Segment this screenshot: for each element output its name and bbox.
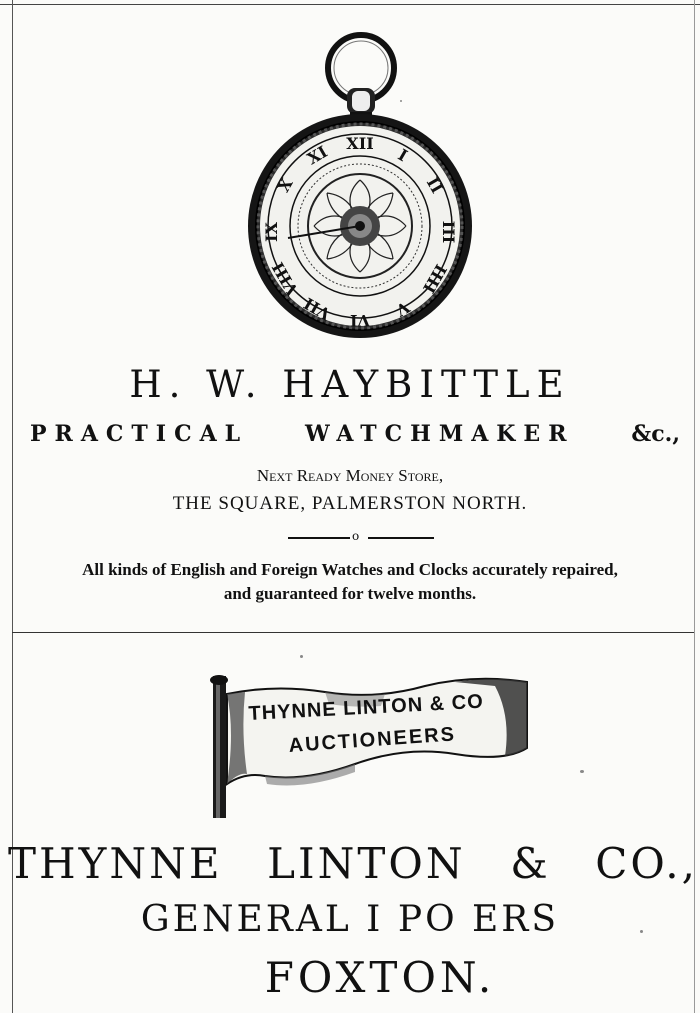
svg-text:X: X bbox=[273, 175, 297, 196]
flag-trade: AUCTIONEERS bbox=[288, 723, 457, 757]
description-line-1: All kinds of English and Foreign Watches and Clocks accurately repaired, bbox=[82, 560, 618, 579]
firm-name-part-1: THYNNE bbox=[8, 839, 223, 888]
advertiser-name: H. W. HAYBITTLE bbox=[129, 363, 571, 406]
svg-text:V: V bbox=[392, 297, 413, 321]
address-line-2: THE SQUARE, PALMERSTON NORTH. bbox=[172, 493, 528, 514]
rule-right-line bbox=[368, 537, 434, 539]
svg-text:VIII: VIII bbox=[268, 258, 303, 299]
print-speck bbox=[640, 930, 643, 933]
pocket-watch-icon bbox=[240, 28, 480, 348]
svg-text:XI: XI bbox=[303, 142, 331, 169]
firm-name-part-4: CO., bbox=[595, 839, 698, 888]
flag-firm-name: THYNNE LINTON & CO bbox=[248, 690, 485, 725]
description-line-2: and guaranteed for twelve months. bbox=[223, 584, 477, 603]
trade-word-watchmaker: WATCHMAKER bbox=[305, 421, 575, 447]
svg-text:VII: VII bbox=[300, 293, 334, 324]
svg-text:II: II bbox=[422, 174, 447, 197]
trade-word-etc: &c., bbox=[631, 421, 680, 447]
svg-text:III: III bbox=[439, 220, 458, 244]
rule-ornament: o bbox=[352, 529, 360, 543]
svg-text:I: I bbox=[394, 145, 411, 166]
svg-text:VI: VI bbox=[350, 311, 370, 330]
print-speck bbox=[300, 655, 303, 658]
svg-text:IIII: IIII bbox=[419, 261, 451, 297]
address-line-1: Next Ready Money Store, bbox=[256, 466, 444, 485]
trade-line bbox=[30, 420, 680, 448]
print-speck bbox=[580, 770, 584, 773]
svg-text:XII: XII bbox=[346, 134, 374, 153]
rule-left-line bbox=[288, 537, 350, 539]
print-speck bbox=[400, 100, 402, 102]
firm-name-part-2: LINTON bbox=[267, 839, 466, 888]
trade-word-practical: PRACTICAL bbox=[30, 421, 249, 447]
firm-trade: GENERAL I PO ERS bbox=[140, 899, 560, 940]
firm-name-part-3: & bbox=[510, 839, 551, 888]
firm-place: FOXTON. bbox=[264, 953, 496, 1002]
firm-name bbox=[8, 838, 698, 890]
advert-divider bbox=[12, 632, 694, 633]
page-border-top bbox=[0, 4, 700, 5]
svg-text:IX: IX bbox=[262, 222, 281, 242]
ornamental-rule bbox=[288, 529, 434, 543]
